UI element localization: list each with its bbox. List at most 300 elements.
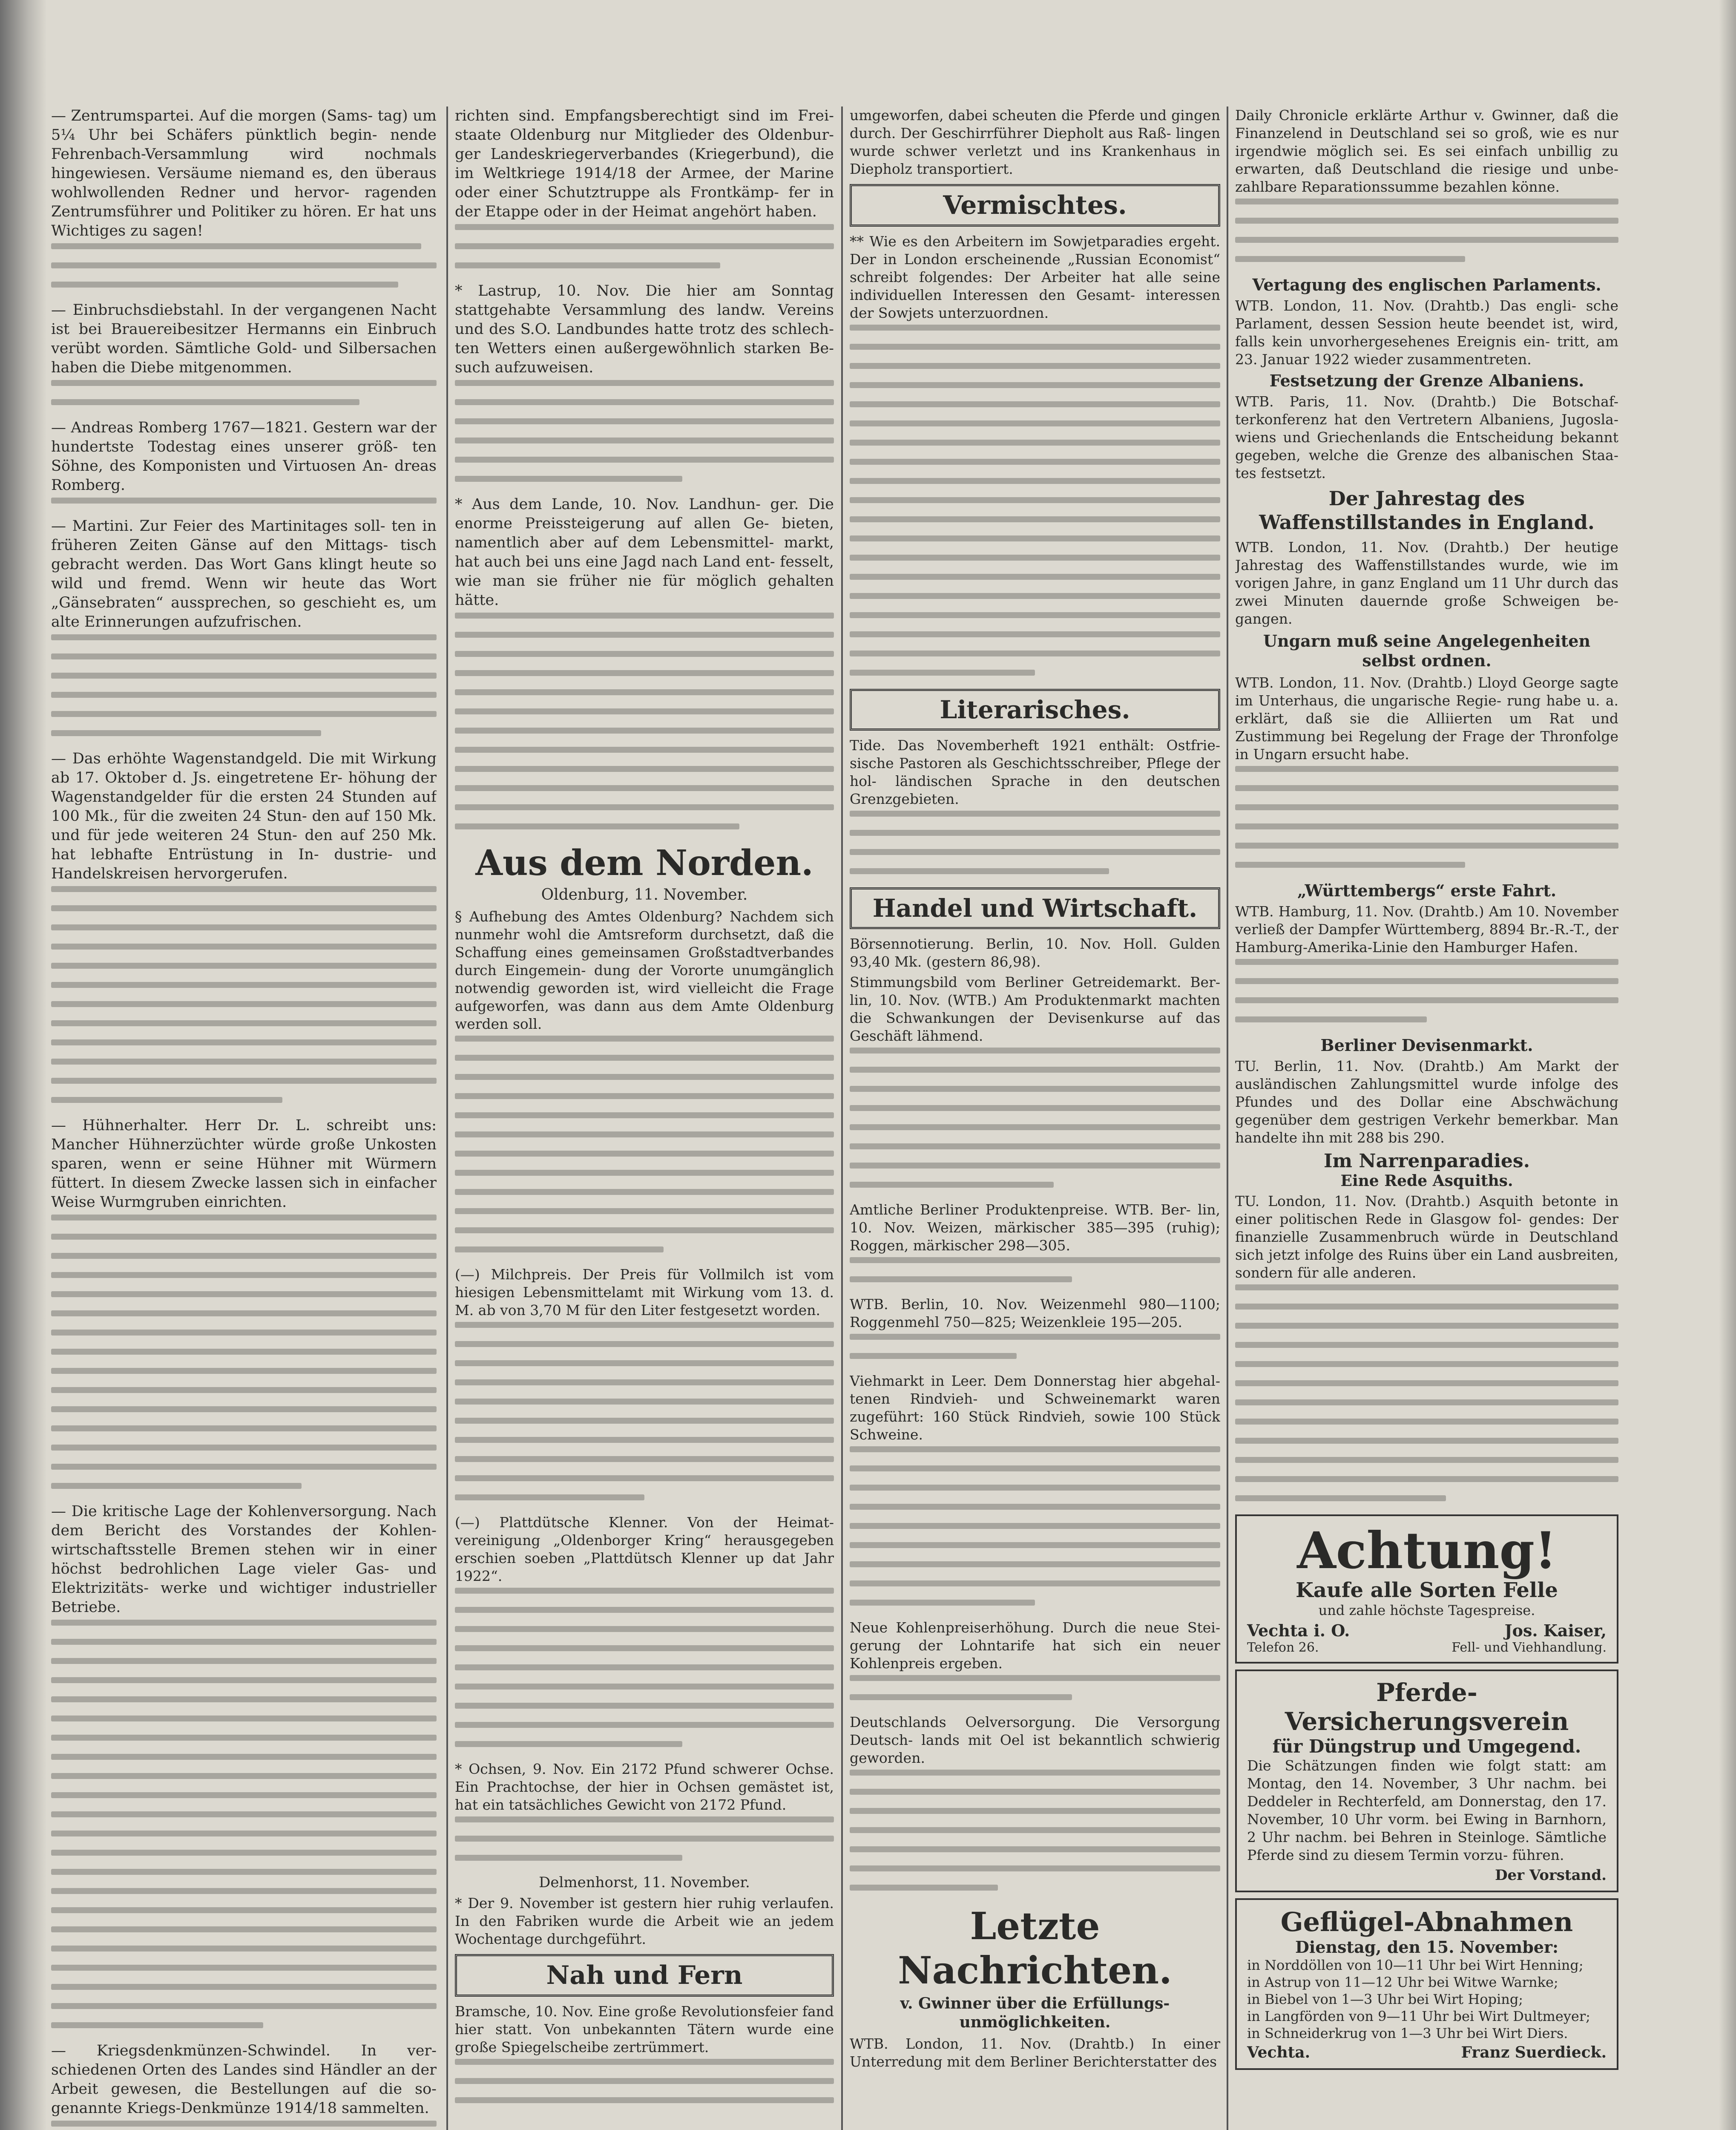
illegible-text-line [51, 944, 437, 950]
illegible-text-line [850, 651, 1220, 656]
illegible-text-line [51, 1483, 302, 1489]
illegible-text-line [1235, 959, 1618, 965]
illegible-text-line [1235, 1304, 1618, 1310]
page-binding-shadow [0, 0, 47, 2130]
article-asquith: TU. London, 11. Nov. (Drahtb.) Asquith betonte in einer politischen Rede in Glasgow fol- gendes: Der finanzielle Zusammenbruch würde in Deutschland sich jetzt infolge des Ruins über ein Land ausbreiten, sondern für alle anderen. [1235, 1193, 1618, 1281]
illegible-text-line [850, 344, 1220, 350]
illegible-text-line [850, 459, 1220, 465]
illegible-text-line [1235, 843, 1618, 849]
illegible-text-line [51, 1330, 437, 1336]
illegible-text-block [1235, 1284, 1618, 1501]
illegible-text-line [51, 380, 437, 386]
illegible-text-line [850, 325, 1220, 331]
illegible-text-line [1235, 1284, 1618, 1290]
section-heading-handel-und-wirtschaft: Handel und Wirtschaft. [850, 887, 1220, 929]
illegible-text-line [51, 399, 359, 405]
article-kohlenversorgung: — Die kritische Lage der Kohlenversorgung. Nach dem Bericht des Vorstandes der Kohlen- wirtschaftsstelle Bremen stehen wir in einer höchst bedrohlichen Lage vieler Gas- und Elektrizitäts- werke und wichtiger industrieller Betriebe. [51, 1503, 437, 1616]
illegible-text-line [51, 1001, 437, 1007]
illegible-text-line [850, 440, 1220, 446]
illegible-text-line [455, 747, 834, 753]
illegible-text-line [51, 653, 437, 659]
illegible-text-block [455, 224, 834, 268]
illegible-text-line [51, 262, 437, 268]
illegible-text-line [850, 1276, 1072, 1282]
illegible-text-line [455, 1645, 834, 1651]
illegible-text-line [51, 1831, 437, 1836]
illegible-text-block [51, 634, 437, 736]
dateline-delmenhorst: Delmenhorst, 11. November. [539, 1874, 750, 1891]
section-heading-aus-dem-norden: Aus dem Norden. [475, 843, 813, 884]
illegible-text-line [455, 1607, 834, 1613]
article-ochse: * Ochsen, 9. Nov. Ein 2172 Pfund schwerer Ochse. Ein Prachtochse, der hier in Ochsen gemästet ist, hat ein tatsächliches Gewicht von 2172 Pfund. [455, 1761, 834, 1813]
illegible-text-line [51, 692, 437, 698]
illegible-text-block [51, 886, 437, 1103]
illegible-text-line [455, 785, 834, 791]
illegible-text-line [850, 1257, 1220, 1263]
article-klenner: (—) Plattdütsche Klenner. Von der Heimat- vereinigung „Oldenborger Kring“ herausgegeben erschien soeben „Plattdütsch Klenner up dat Jahr 1922“. [455, 1514, 834, 1584]
illegible-text-line [1235, 1016, 1427, 1022]
illegible-text-line [850, 1561, 1220, 1567]
heading-wuerttemberg: „Württembergs“ erste Fahrt. [1297, 881, 1557, 900]
illegible-text-line [850, 420, 1220, 426]
illegible-text-line [455, 457, 834, 463]
illegible-text-line [850, 1124, 1220, 1130]
illegible-text-line [51, 924, 437, 930]
article-lastrup: * Lastrup, 10. Nov. Die hier am Sonntag stattgehabte Versammlung des landw. Vereins und des S.O. Landbundes hatte trotz des schlech- ten Wetters einen außergewöhnlich starken Be- such aufzuweisen. [455, 282, 834, 376]
subheading-asquith: Eine Rede Asquiths. [1340, 1172, 1513, 1190]
column-rule [841, 106, 843, 2130]
illegible-text-line [455, 1208, 834, 1214]
article-weizenmehl: WTB. Berlin, 10. Nov. Weizenmehl 980—1100; Roggenmehl 750—825; Weizenkleie 195—205. [850, 1296, 1220, 1330]
illegible-text-line [51, 1234, 437, 1240]
illegible-text-line [51, 963, 437, 969]
advert-pferde-sub: für Düngstrup und Umgegend. [1272, 1736, 1581, 1757]
illegible-text-line [51, 673, 437, 679]
illegible-text-line [51, 1272, 437, 1278]
illegible-text-line [1235, 1438, 1618, 1444]
illegible-text-line [455, 670, 834, 676]
illegible-text-line [455, 1227, 834, 1233]
illegible-text-line [1235, 1476, 1618, 1482]
illegible-text-line [51, 1984, 437, 1990]
article-empfangsberechtigt: richten sind. Empfangsberechtigt sind im Frei- staate Oldenburg nur Mitglieder des Oldenbur- ger Landeskriegerverbandes (Kriegerbund), die im Weltkriege 1914/18 der Armee, der Marine oder einer Schutztruppe als Frontkämp- fer in der Etappe oder in der Heimat angehört haben. [455, 107, 834, 220]
advert-gefluegel-l5: in Schneiderkrug von 1—3 Uhr bei Wirt Diers. [1247, 2025, 1568, 2041]
illegible-text-line [850, 1846, 1220, 1852]
illegible-text-line [455, 2078, 834, 2084]
illegible-text-line [455, 1036, 834, 1042]
illegible-text-line [850, 1446, 1220, 1452]
article-produktenpreise: Amtliche Berliner Produktenpreise. WTB. Ber- lin, 10. Nov. Weizen, märkischer 385—395 (ruhig); Roggen, märkischer 298—305. [850, 1201, 1220, 1254]
illegible-text-line [455, 708, 834, 714]
article-vertagung: WTB. London, 11. Nov. (Drahtb.) Das engli- sche Parlament, dessen Session heute beendet ist, wird, falls kein unvorhergesehenes Ereignis ein- tritt, am 23. Januar 1922 wieder zusammentreten. [1235, 297, 1618, 368]
illegible-text-line [51, 1387, 437, 1393]
article-daily-chronicle: Daily Chronicle erklärte Arthur v. Gwinner, daß die Finanzelend in Deutschland sei so groß, wie es nur irgendwie möglich sei. Es sei einfach unbillig zu erwarten, daß Deutschland die riesige und unbe- zahlbare Reparationssumme bezahlen könne. [1235, 107, 1618, 195]
illegible-text-line [455, 689, 834, 695]
advert-gefluegel-name: Franz Suerdieck. [1461, 2044, 1607, 2061]
illegible-text-line [51, 1716, 437, 1721]
illegible-text-block [51, 498, 437, 504]
illegible-text-block [455, 1036, 834, 1252]
illegible-text-line [1235, 1399, 1618, 1405]
illegible-text-block [51, 380, 437, 405]
illegible-text-line [850, 1105, 1220, 1111]
advert-felle-phone: Telefon 26. [1247, 1640, 1319, 1655]
illegible-text-block [850, 811, 1220, 874]
illegible-text-line [51, 1097, 282, 1103]
illegible-text-line [455, 2097, 834, 2103]
advert-felle [1235, 1514, 1618, 1664]
section-heading-vermischtes: Vermischtes. [850, 184, 1220, 227]
advert-gefluegel [1235, 1898, 1618, 2070]
article-getreidemarkt: Stimmungsbild vom Berliner Getreidemarkt. Ber- lin, 10. Nov. (WTB.) Am Produktenmarkt machten die Schwankungen der Devisenkurse auf das Geschäft lähmend. [850, 974, 1220, 1044]
illegible-text-line [1235, 804, 1618, 810]
illegible-text-line [850, 1067, 1220, 1073]
article-romberg: — Andreas Romberg 1767—1821. Gestern war der hundertste Todestag eines unserer größ- ten Söhne, des Komponisten und Virtuosen An- dreas Romberg. [51, 419, 437, 494]
illegible-text-line [850, 849, 1220, 855]
advert-felle-line1: Kaufe alle Sorten Felle [1296, 1578, 1558, 1602]
illegible-text-block [850, 1048, 1220, 1188]
advert-gefluegel-l3: in Biebel von 1—3 Uhr bei Wirt Hoping; [1247, 1991, 1523, 2007]
illegible-text-line [455, 1399, 834, 1405]
illegible-text-line [850, 1789, 1220, 1795]
illegible-text-line [51, 1020, 437, 1026]
article-milchpreis: (—) Milchpreis. Der Preis für Vollmilch ist vom hiesigen Lebensmittelamt mit Wirkung vom 13. d. M. ab von 3,70 M für den Liter festgesetzt worden. [455, 1266, 834, 1318]
illegible-text-line [850, 363, 1220, 369]
advert-gefluegel-l2: in Astrup von 11—12 Uhr bei Witwe Warnke; [1247, 1974, 1558, 1990]
illegible-text-line [51, 905, 437, 911]
illegible-text-line [455, 1456, 834, 1462]
illegible-text-line [51, 711, 437, 717]
advert-felle-place: Vechta i. O. [1247, 1621, 1350, 1640]
article-landhunger: * Aus dem Lande, 10. Nov. Landhun- ger. Die enorme Preissteigerung auf allen Ge- bieten, namentlich aber auf dem Lebensmittel- markt, hat auch bei uns eine Jagd nach Land ent- fesselt, wie man sie früher nie für möglich gehalten hätte. [455, 496, 834, 609]
illegible-text-line [455, 632, 834, 638]
illegible-text-block [850, 325, 1220, 676]
illegible-text-line [850, 555, 1220, 561]
illegible-text-line [850, 1353, 1017, 1359]
illegible-text-line [455, 1170, 834, 1176]
advert-felle-title: Achtung! [1297, 1521, 1557, 1580]
illegible-text-line [51, 1811, 437, 1817]
illegible-text-line [455, 1379, 834, 1385]
illegible-text-line [850, 1504, 1220, 1510]
illegible-text-block [850, 1446, 1220, 1606]
illegible-text-line [455, 1836, 834, 1842]
illegible-text-line [455, 1703, 834, 1709]
column-3 [850, 106, 1220, 2130]
illegible-text-line [455, 224, 834, 230]
advert-gefluegel-date: Dienstag, den 15. November: [1295, 1937, 1559, 1957]
illegible-text-line [850, 868, 1109, 874]
illegible-text-line [1235, 1342, 1618, 1348]
illegible-text-block [850, 1770, 1220, 1891]
illegible-text-line [51, 1677, 437, 1683]
illegible-text-line [850, 1523, 1220, 1529]
illegible-text-line [51, 1425, 437, 1431]
article-sowjetparadies: ** Wie es den Arbeitern im Sowjetparadies ergeht. Der in London erscheinende „Russian Economist“ schreibt folgendes: Der Arbeiter hat alle seine individuellen Interessen den Gesamt- interessen der Sowjets unterzuordnen. [850, 233, 1220, 321]
illegible-text-block [51, 2121, 437, 2130]
illegible-text-line [455, 766, 834, 772]
heading-vertagung: Vertagung des englischen Parlaments. [1252, 275, 1601, 294]
illegible-text-line [850, 497, 1220, 503]
illegible-text-line [850, 1048, 1220, 1053]
article-boersennotierung: Börsennotierung. Berlin, 10. Nov. Holl. Gulden 93,40 Mk. (gestern 86,98). [850, 935, 1220, 970]
illegible-text-line [455, 1437, 834, 1443]
illegible-text-line [51, 1658, 437, 1664]
illegible-text-line [455, 728, 834, 734]
illegible-text-line [455, 1189, 834, 1195]
illegible-text-line [1235, 1323, 1618, 1329]
illegible-text-block [1235, 766, 1618, 868]
illegible-text-line [850, 593, 1220, 599]
illegible-text-line [51, 1291, 437, 1297]
illegible-text-line [455, 380, 834, 386]
illegible-text-line [455, 1741, 682, 1747]
illegible-text-block [1235, 199, 1618, 262]
illegible-text-line [455, 1360, 834, 1366]
article-viehmarkt-leer: Viehmarkt in Leer. Dem Donnerstag hier abgehal- tenen Rindvieh- und Schweinemarkt waren zugeführt: 160 Stück Rindvieh, sowie 100 Stück Schweine. [850, 1373, 1220, 1443]
illegible-text-line [51, 730, 321, 736]
illegible-text-line [51, 1735, 437, 1741]
dateline-oldenburg: Oldenburg, 11. November. [541, 886, 748, 904]
column-rule [1227, 106, 1228, 2130]
illegible-text-line [850, 382, 1220, 388]
illegible-text-line [51, 1620, 437, 1626]
advert-pferde-body: Die Schätzungen finden wie folgt statt: am Montag, den 14. November, 3 Uhr nachm. bei Deddeler in Rechterfeld, am Donnerstag, den 17. November, 10 Uhr vorm. bei Ewing in Barnhorn, 2 Uhr nachm. bei Behren in Steinloge. Sämtliche Pferde sind zu diesem Termin vorzu- führen. [1247, 1757, 1607, 1863]
advert-felle-trade: Fell- und Viehhandlung. [1451, 1640, 1607, 1655]
illegible-text-line [1235, 978, 1618, 984]
column-rule [446, 106, 448, 2130]
illegible-text-line [455, 476, 682, 482]
illegible-text-line [850, 1827, 1220, 1833]
illegible-text-line [51, 1965, 437, 1971]
section-heading-nah-und-fern: Nah und Fern [455, 1954, 834, 1997]
illegible-text-line [51, 1696, 437, 1702]
illegible-text-line [850, 1334, 1220, 1340]
illegible-text-block [455, 380, 834, 482]
illegible-text-block [455, 613, 834, 829]
illegible-text-line [1235, 256, 1465, 262]
illegible-text-block [455, 1322, 834, 1500]
illegible-text-line [850, 1600, 1035, 1606]
illegible-text-line [455, 243, 834, 249]
illegible-text-line [455, 262, 720, 268]
illegible-text-line [51, 1850, 437, 1856]
illegible-text-line [51, 634, 437, 640]
article-huehnerhalter: — Hühnerhalter. Herr Dr. L. schreibt uns: Mancher Hühnerzüchter würde große Unkosten sparen, wenn er seine Hühner mit Würmern füttert. In diesem Zwecke lassen sich in einfacher Weise Wurmgruben einrichten. [51, 1117, 437, 1211]
article-devisenmarkt: TU. Berlin, 11. Nov. (Drahtb.) Am Markt der ausländischen Zahlungsmittel wurde infolge des Pfundes und des Dollar eine Abschwächung gegenüber dem gestrigen Verkehr bemerkbar. Man handelte ihn mit 288 bis 290. [1235, 1058, 1618, 1146]
column-2 [455, 106, 834, 2130]
illegible-text-line [1235, 1361, 1618, 1367]
article-bramsche: Bramsche, 10. Nov. Eine große Revolutionsfeier fand hier statt. Von unbekannten Tätern wurde eine große Spiegelscheibe zertrümmert. [455, 2003, 834, 2055]
illegible-text-line [850, 631, 1220, 637]
illegible-text-line [850, 1143, 1220, 1149]
illegible-text-line [455, 1816, 834, 1822]
article-amt-oldenburg: § Aufhebung des Amtes Oldenburg? Nachdem sich nunmehr wohl die Amtsreform durchsetzt, daß die Schaffung eines gemeinsamen Großstadtverbandes durch Eingemein- dung der Vororte unumgänglich notwendig geworden ist, wird vielleicht die Frage aufgeworfen, was dann aus dem Amte Oldenburg werden soll. [455, 908, 834, 1032]
illegible-text-block [51, 1620, 437, 2028]
illegible-text-line [51, 1926, 437, 1932]
illegible-text-line [850, 670, 1035, 676]
illegible-text-line [455, 1855, 682, 1861]
article-pferde-scheuten: umgeworfen, dabei scheuten die Pferde und gingen durch. Der Geschirrführer Diepholt aus Raß- lingen wurde schwer verletzt und ins Krankenhaus in Diepholz transportiert. [850, 107, 1220, 177]
illegible-text-line [850, 516, 1220, 522]
illegible-text-line [850, 1770, 1220, 1776]
advert-pferdeversicherung [1235, 1669, 1618, 1892]
illegible-text-line [455, 1475, 834, 1481]
illegible-text-line [455, 1341, 834, 1347]
illegible-text-line [51, 1869, 437, 1875]
advert-gefluegel-place: Vechta. [1247, 2044, 1311, 2061]
advert-gefluegel-l4: in Langförden von 9—11 Uhr bei Wirt Dultmeyer; [1247, 2008, 1590, 2024]
illegible-text-line [455, 1588, 834, 1594]
section-heading-letzte-nachrichten: Letzte Nachrichten. [898, 1904, 1172, 1992]
advert-gefluegel-l1: in Norddöllen von 10—11 Uhr bei Wirt Henning; [1247, 1957, 1584, 1973]
illegible-text-line [455, 1112, 834, 1118]
illegible-text-line [51, 1039, 437, 1045]
illegible-text-line [51, 1888, 437, 1894]
illegible-text-line [850, 1675, 1220, 1681]
illegible-text-line [455, 1664, 834, 1670]
illegible-text-line [1235, 785, 1618, 791]
article-oelversorgung: Deutschlands Oelversorgung. Die Versorgung Deutsch- lands mit Oel ist bekanntlich schwierig geworden. [850, 1714, 1220, 1766]
section-heading-literarisches: Literarisches. [850, 689, 1220, 731]
illegible-text-line [51, 1754, 437, 1760]
illegible-text-line [1235, 766, 1618, 772]
illegible-text-line [455, 418, 834, 424]
illegible-text-line [1235, 823, 1618, 829]
illegible-text-line [51, 498, 437, 504]
illegible-text-line [455, 823, 739, 829]
illegible-text-line [850, 478, 1220, 484]
illegible-text-line [51, 886, 437, 892]
illegible-text-line [850, 1485, 1220, 1491]
illegible-text-line [850, 1808, 1220, 1814]
illegible-text-line [51, 243, 421, 249]
illegible-text-block [850, 1257, 1220, 1282]
advert-pferde-title: Pferde-Versicherungsverein [1285, 1678, 1569, 1736]
advert-felle-line2: und zahle höchste Tagespreise. [1318, 1602, 1535, 1618]
illegible-text-line [51, 1078, 437, 1084]
article-ungarn: WTB. London, 11. Nov. (Drahtb.) Lloyd George sagte im Unterhaus, die ungarische Regie- rung habe u. a. erklärt, daß sie die Alliierten um Rat und Zustimmung bei Regelung der Frage der Thronfolge in Ungarn ersucht habe. [1235, 674, 1618, 763]
illegible-text-line [1235, 237, 1618, 243]
illegible-text-line [51, 1253, 437, 1259]
illegible-text-line [850, 1694, 1072, 1700]
illegible-text-line [455, 438, 834, 443]
illegible-text-line [51, 1445, 437, 1451]
illegible-text-line [51, 1406, 437, 1412]
article-martini: — Martini. Zur Feier des Martinitages soll- ten in früheren Zeiten Gänse auf den Mittags- tisch gebracht werden. Das Wort Gans klingt heute so wild und fremd. Wenn wir heute das Wort „Gänsebraten“ aussprechen, so geschieht es, um alte Erinnerungen aufzufrischen. [51, 518, 437, 630]
illegible-text-line [455, 1151, 834, 1157]
illegible-text-line [51, 2003, 437, 2009]
article-waffenstillstand: WTB. London, 11. Nov. (Drahtb.) Der heutige Jahrestag des Waffenstillstandes wurde, wie im vorigen Jahre, in ganz England um 11 Uhr durch das zwei Minuten dauernde große Schweigen be- gangen. [1235, 539, 1618, 627]
illegible-text-line [455, 2059, 834, 2065]
article-9-november: * Der 9. November ist gestern hier ruhig verlaufen. In den Fabriken wurde die Arbeit wie an jedem Wochentage durchgeführt. [455, 1895, 834, 1947]
illegible-text-line [1235, 1380, 1618, 1386]
article-gwinner-interview: WTB. London, 11. Nov. (Drahtb.) In einer Unterredung mit dem Berliner Berichterstatter des [850, 2035, 1220, 2070]
illegible-text-line [455, 1418, 834, 1424]
illegible-text-line [850, 811, 1220, 817]
illegible-text-block [51, 243, 437, 288]
illegible-text-line [850, 1885, 998, 1891]
illegible-text-block [455, 1588, 834, 1747]
illegible-text-line [455, 1055, 834, 1061]
illegible-text-line [51, 1946, 437, 1952]
illegible-text-line [850, 830, 1220, 836]
subheading-gwinner: v. Gwinner über die Erfüllungs- unmöglichkeiten. [900, 1995, 1170, 2031]
illegible-text-line [455, 613, 834, 619]
illegible-text-line [455, 399, 834, 405]
illegible-text-line [850, 1163, 1220, 1169]
illegible-text-line [850, 535, 1220, 541]
illegible-text-line [51, 1639, 437, 1645]
illegible-text-line [1235, 1419, 1618, 1425]
illegible-text-line [51, 1349, 437, 1355]
illegible-text-block [850, 1675, 1220, 1700]
column-4 [1235, 106, 1618, 2130]
illegible-text-line [1235, 997, 1618, 1003]
illegible-text-line [455, 804, 834, 810]
article-wuerttemberg: WTB. Hamburg, 11. Nov. (Drahtb.) Am 10. November verließ der Dampfer Württemberg, 8894 Br.-R.-T., der Hamburg-Amerika-Linie den Hamburger Hafen. [1235, 903, 1618, 956]
illegible-text-line [51, 1792, 437, 1798]
illegible-text-line [51, 2022, 263, 2028]
illegible-text-line [455, 1722, 834, 1728]
heading-albanien: Festsetzung der Grenze Albaniens. [1269, 371, 1584, 390]
illegible-text-block [1235, 959, 1618, 1022]
illegible-text-line [455, 1684, 834, 1690]
illegible-text-line [51, 1059, 437, 1065]
illegible-text-line [850, 1086, 1220, 1092]
illegible-text-line [51, 1215, 437, 1220]
illegible-text-line [51, 1464, 437, 1470]
article-einbruch: — Einbruchsdiebstahl. In der vergangenen Nacht ist bei Brauereibesitzer Hermanns ein Einbruch verübt worden. Sämtliche Gold- und Silbersachen haben die Diebe mitgenommen. [51, 302, 437, 376]
illegible-text-line [1235, 218, 1618, 224]
illegible-text-line [455, 1626, 834, 1632]
illegible-text-line [850, 1182, 1054, 1188]
illegible-text-line [850, 1580, 1220, 1586]
advert-felle-name: Jos. Kaiser, [1504, 1621, 1607, 1640]
illegible-text-line [850, 1542, 1220, 1548]
illegible-text-line [51, 1773, 437, 1779]
illegible-text-line [455, 651, 834, 657]
illegible-text-line [455, 1074, 834, 1080]
article-wagenstandgeld: — Das erhöhte Wagenstandgeld. Die mit Wirkung ab 17. Oktober d. Js. eingetretene Er- höhung der Wagenstandgelder für die ersten 24 Stunden auf 100 Mk., für die zweiten 24 Stun- den auf 150 Mk. und für jede weiteren 24 Stun- den auf 250 Mk. hat lebhafte Entrüstung in In- dustrie- und Handelskreisen hervorgerufen. [51, 750, 437, 882]
illegible-text-block [455, 1816, 834, 1861]
advert-gefluegel-title: Geflügel-Abnahmen [1280, 1906, 1573, 1937]
heading-narrenparadies: Im Narrenparadies. [1323, 1150, 1530, 1172]
article-kriegsdenkmuenzen: — Kriegsdenkmünzen-Schwindel. In ver- schiedenen Orten des Landes sind Händler an der Arbeit gewesen, die Bestellungen auf die so- genannte Kriegs-Denkmünze 1914/18 sammelten. [51, 2042, 437, 2117]
illegible-text-line [51, 982, 437, 988]
illegible-text-line [51, 2121, 437, 2127]
page-right-edge [1719, 0, 1736, 2130]
illegible-text-block [850, 1334, 1220, 1359]
article-zentrumspartei: — Zentrumspartei. Auf die morgen (Sams- tag) um 5¼ Uhr bei Schäfers pünktlich begin- nende Fehrenbach-Versammlung wird nochmals hingewiesen. Versäume niemand es, den überaus wohlwollenden Redner und hervor- ragenden Zentrumsführer und Politiker zu hören. Er hat uns Wichtiges zu sagen! [51, 107, 437, 239]
illegible-text-line [455, 1322, 834, 1328]
illegible-text-line [1235, 1457, 1618, 1463]
illegible-text-line [850, 1465, 1220, 1471]
illegible-text-line [850, 1865, 1220, 1871]
illegible-text-line [51, 1907, 437, 1913]
article-kohlenpreiserhoehung: Neue Kohlenpreiserhöhung. Durch die neue Stei- gerung der Lohntarife hat sich ein neuer Kohlenpreis ergeben. [850, 1619, 1220, 1672]
article-tide: Tide. Das Novemberheft 1921 enthält: Ostfrie- sische Pastoren als Geschichtsschreiber, Pflege der hol- ländischen Sprache in den deutschen Grenzgebieten. [850, 737, 1220, 807]
advert-pferde-sign: Der Vorstand. [1495, 1867, 1607, 1884]
illegible-text-line [850, 574, 1220, 580]
heading-waffenstillstand: Der Jahrestag des Waffenstillstandes in England. [1259, 487, 1595, 534]
illegible-text-block [51, 1215, 437, 1489]
illegible-text-line [1235, 862, 1465, 868]
illegible-text-line [455, 1131, 834, 1137]
illegible-text-line [455, 1246, 664, 1252]
heading-devisenmarkt: Berliner Devisenmarkt. [1320, 1036, 1533, 1055]
illegible-text-line [850, 401, 1220, 407]
